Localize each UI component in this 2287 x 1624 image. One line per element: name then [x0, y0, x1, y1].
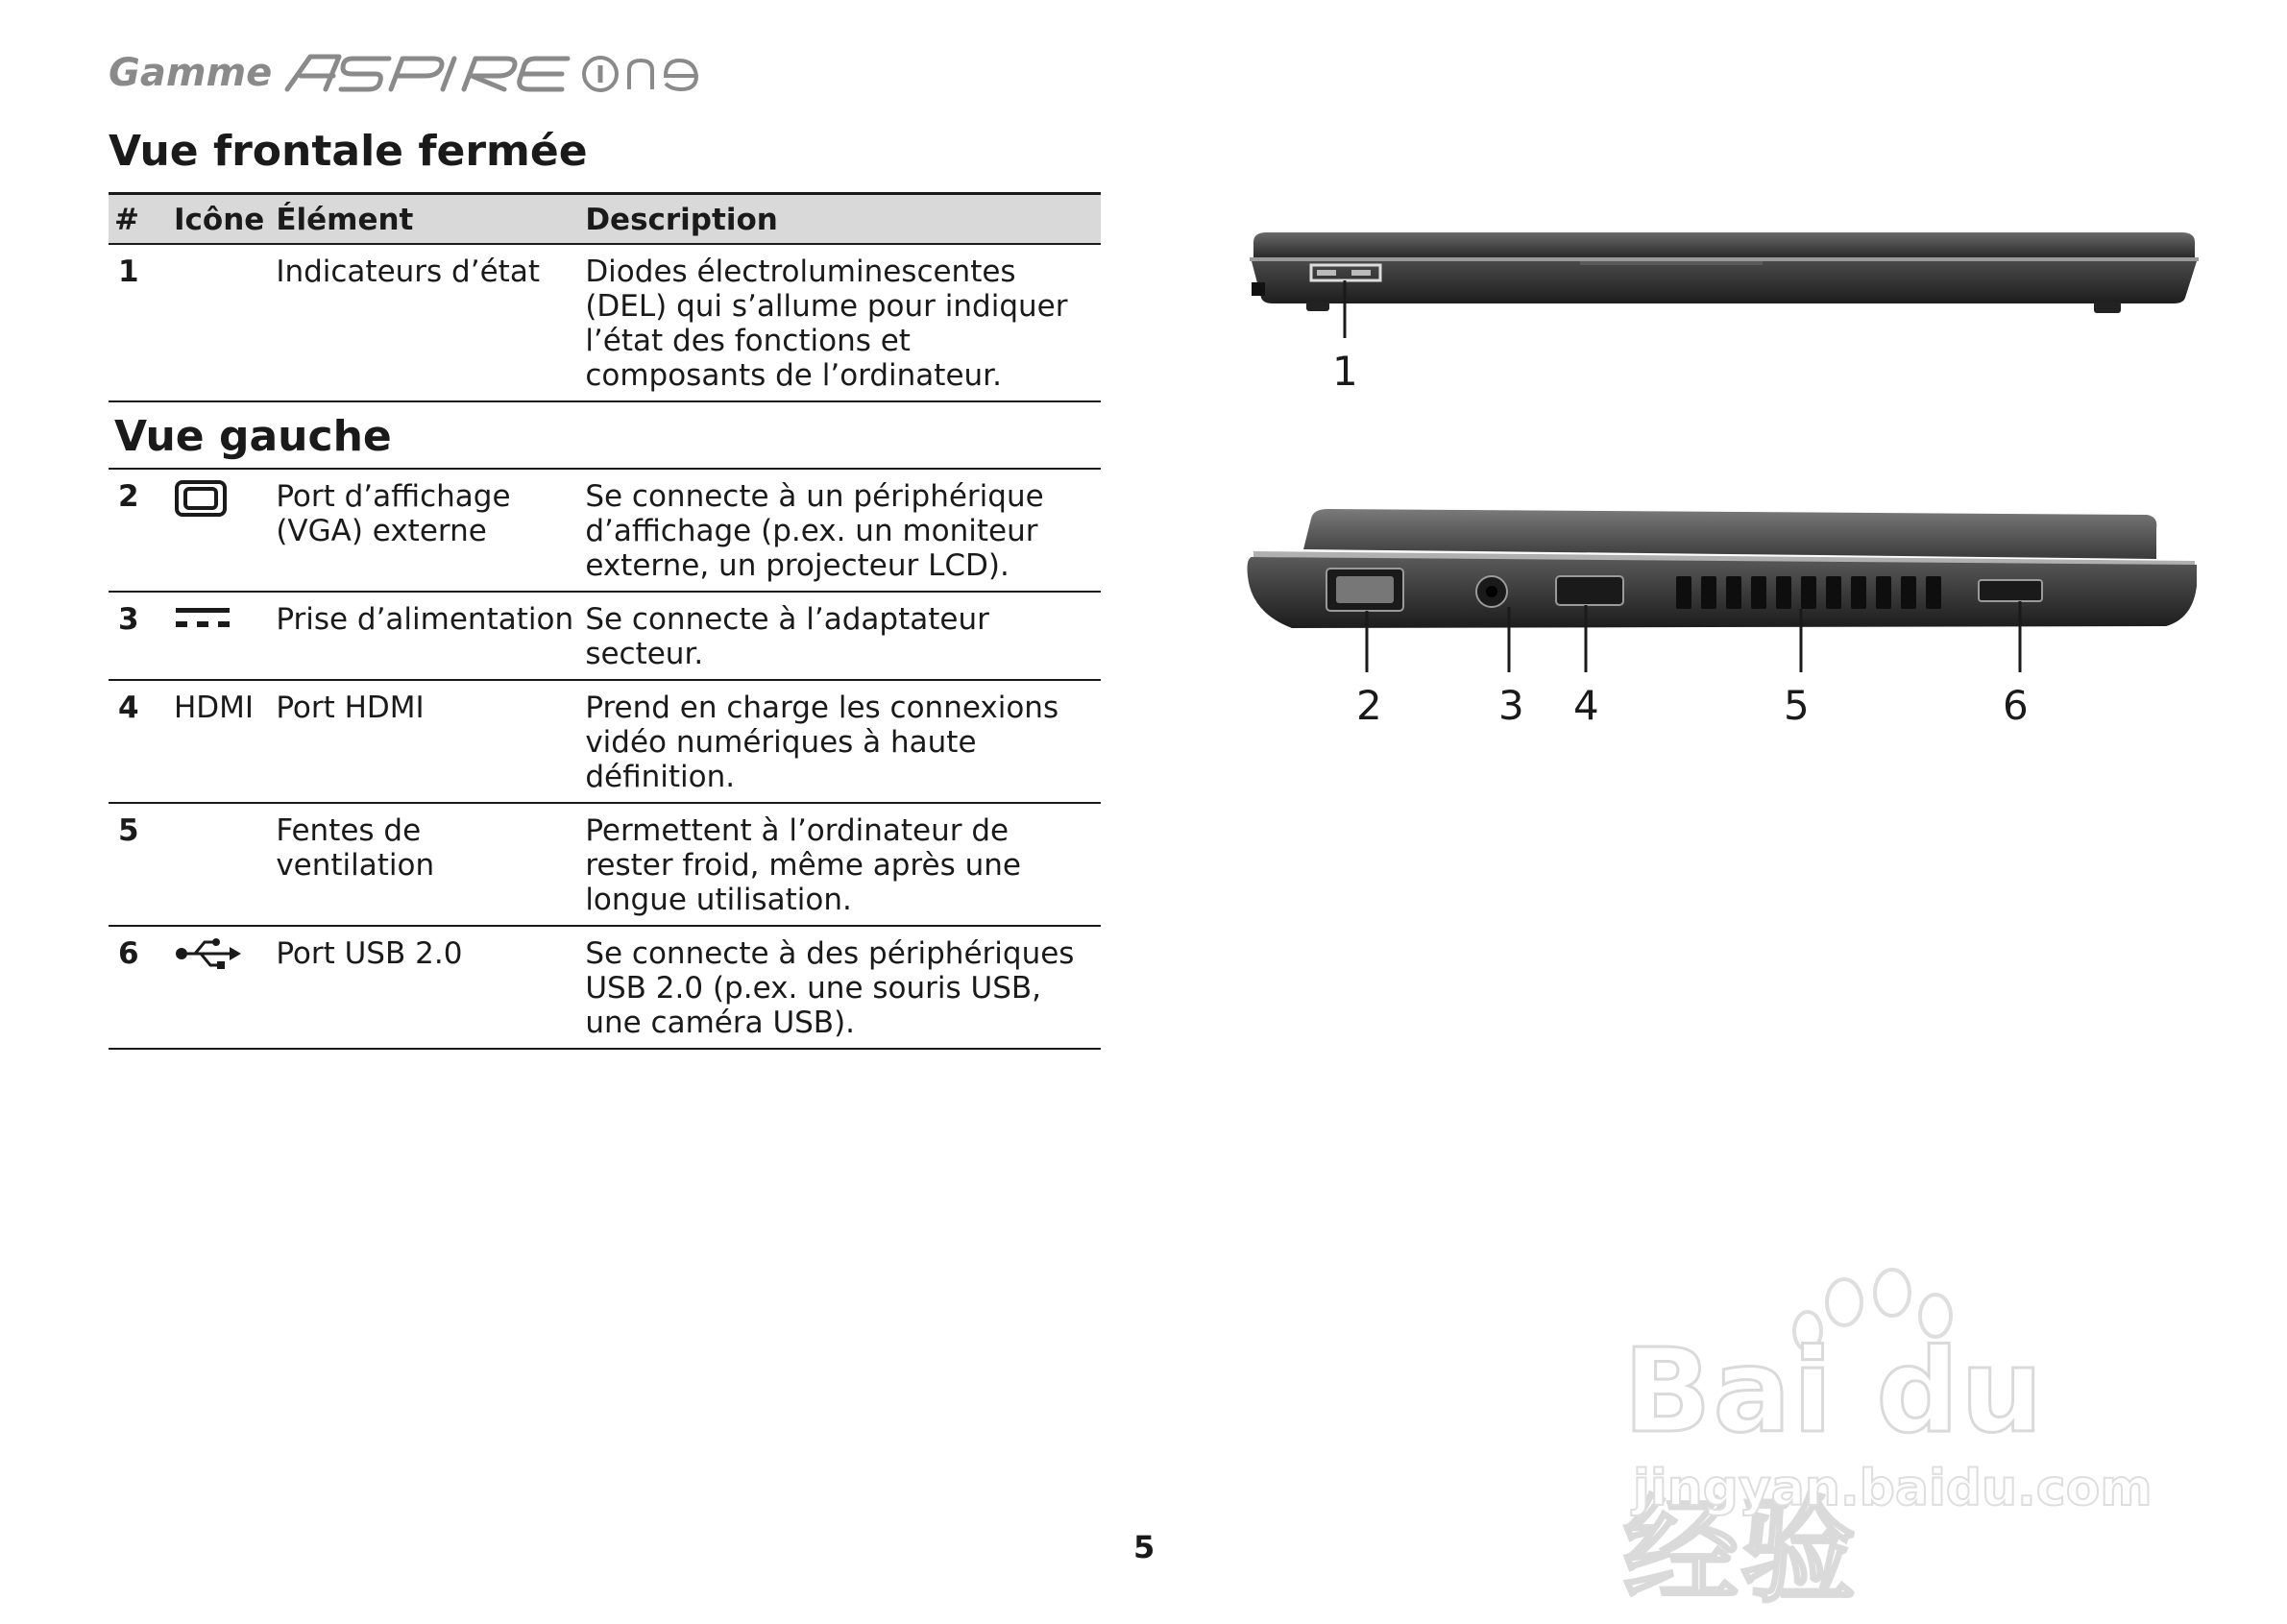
row-num: 5	[109, 803, 168, 926]
laptop-front-illustration	[1244, 223, 2204, 338]
row-description: Permettent à l’ordinateur de rester froid, même après une longue utilisation.	[579, 803, 1101, 926]
row-element: Prise d’alimentation	[270, 592, 579, 680]
watermark-url: jingyan.baidu.com	[1633, 1460, 2153, 1517]
col-header-icon: Icône	[168, 194, 270, 245]
row-num: 3	[109, 592, 168, 680]
table-header-row	[109, 194, 1101, 245]
callout-6: 6	[2003, 682, 2029, 729]
row-description: Diodes électroluminescentes (DEL) qui s’allume pour indiquer l’état des fonctions et composants de l’ordinateur.	[579, 244, 1101, 401]
watermark-word: Bai du 经验	[1623, 1325, 2045, 1618]
table-row	[109, 803, 1101, 926]
callout-5: 5	[1784, 682, 1810, 729]
dc-power-icon	[174, 602, 231, 639]
baidu-jingyan-watermark	[1623, 1268, 2171, 1618]
row-description: Se connecte à un périphérique d’affichage (p.ex. un moniteur externe, un projecteur LCD).	[579, 469, 1101, 592]
row-icon	[168, 803, 270, 926]
row-description: Se connecte à des périphériques USB 2.0 (p.ex. une souris USB, une caméra USB).	[579, 926, 1101, 1049]
table-row	[109, 592, 1101, 680]
table-row	[109, 244, 1101, 401]
row-element: Port d’affichage (VGA) externe	[270, 469, 579, 592]
callout-2: 2	[1356, 682, 1382, 729]
brand-prefix: Gamme	[109, 51, 273, 95]
col-header-element: Élément	[270, 194, 579, 245]
spec-table	[109, 192, 1101, 1050]
row-description: Prend en charge les connexions vidéo numériques à haute définition.	[579, 680, 1101, 803]
left-side-laptop-figure	[1244, 499, 2204, 739]
vga-port-icon	[174, 479, 228, 525]
row-icon	[168, 244, 270, 401]
row-element: Fentes de ventilation	[270, 803, 579, 926]
table-row	[109, 469, 1101, 592]
col-header-description: Description	[579, 194, 1101, 245]
callout-3: 3	[1498, 682, 1524, 729]
row-num: 4	[109, 680, 168, 803]
usb-icon	[174, 936, 243, 979]
hdmi-icon-label: HDMI	[168, 680, 270, 803]
row-element: Port USB 2.0	[270, 926, 579, 1049]
page-header	[109, 44, 744, 102]
front-closed-laptop-figure	[1244, 223, 2204, 405]
laptop-left-side-illustration	[1244, 499, 2204, 672]
row-description: Se connecte à l’adaptateur secteur.	[579, 592, 1101, 680]
callout-1: 1	[1332, 348, 1358, 395]
row-icon-cell	[168, 926, 270, 1049]
row-element: Port HDMI	[270, 680, 579, 803]
page-number: 5	[1133, 1529, 1156, 1565]
col-header-num: #	[109, 194, 168, 245]
row-num: 1	[109, 244, 168, 401]
callout-4: 4	[1573, 682, 1599, 729]
front-view-title: Vue frontale fermée	[109, 127, 588, 176]
row-num: 2	[109, 469, 168, 592]
left-view-title: Vue gauche	[109, 401, 1101, 469]
table-row	[109, 926, 1101, 1049]
row-icon-cell	[168, 592, 270, 680]
row-element: Indicateurs d’état	[270, 244, 579, 401]
left-view-title-row	[109, 401, 1101, 469]
row-icon-cell	[168, 469, 270, 592]
row-num: 6	[109, 926, 168, 1049]
table-row	[109, 680, 1101, 803]
aspire-one-logo	[283, 49, 744, 97]
